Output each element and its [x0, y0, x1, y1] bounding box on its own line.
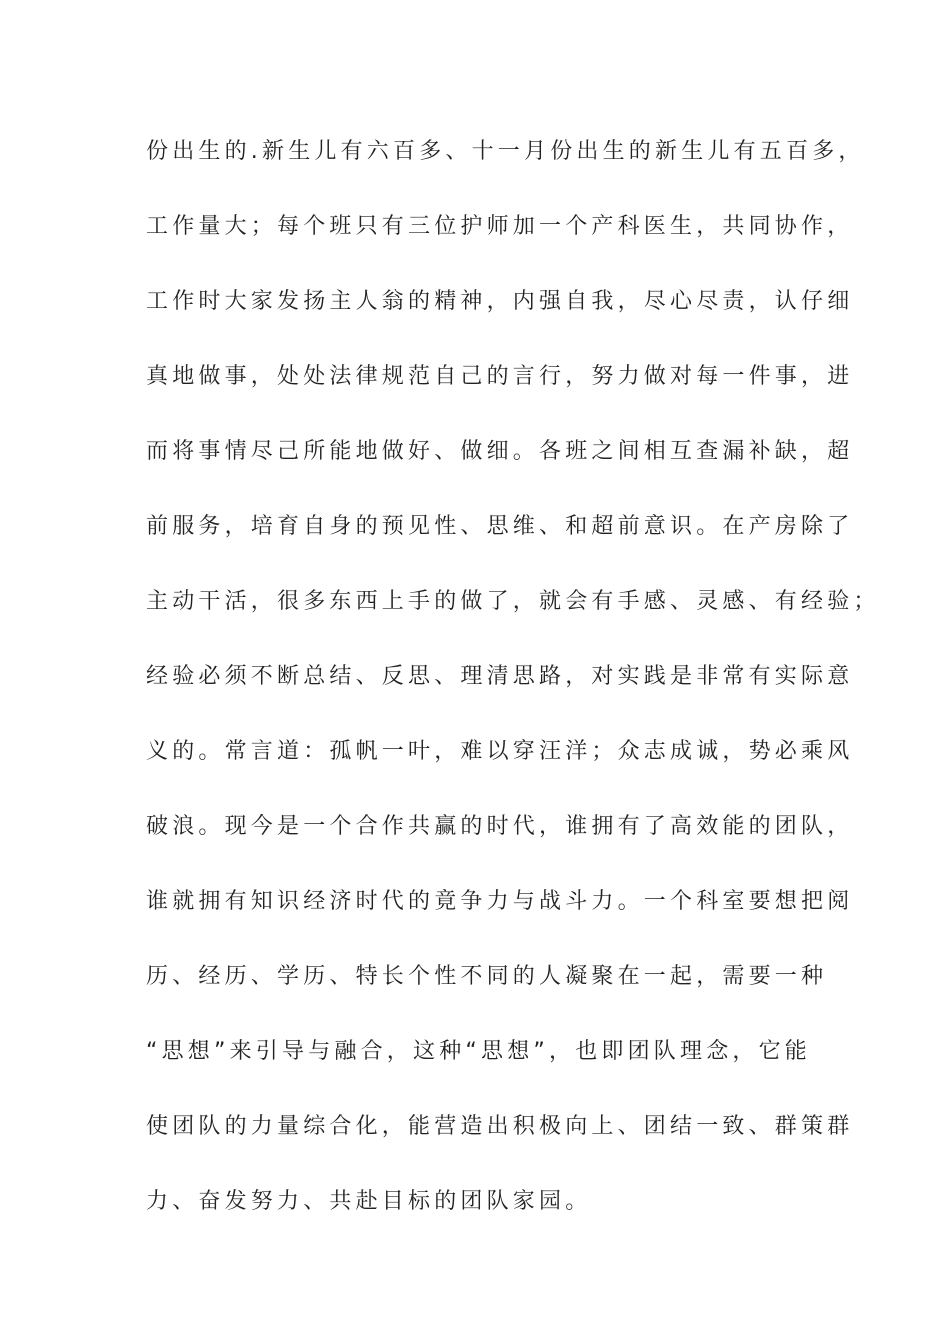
text-line: 义的。常言道：孤帆一叶，难以穿汪洋；众志成诚，势必乘风	[146, 739, 854, 764]
text-line: 使团队的力量综合化，能营造出积极向上、团结一致、群策群	[146, 1114, 854, 1139]
text-line: 份出生的.新生儿有六百多、十一月份出生的新生儿有五百多，	[146, 139, 865, 164]
text-line: 历、经历、学历、特长个性不同的人凝聚在一起，需要一种	[146, 964, 828, 989]
text-line: 力、奋发努力、共赴目标的团队家园。	[146, 1189, 592, 1214]
text-line: 谁就拥有知识经济时代的竟争力与战斗力。一个科室要想把阅	[146, 889, 854, 914]
text-line: 经验必须不断总结、反思、理清思路，对实践是非常有实际意	[146, 664, 854, 689]
text-line: 而将事情尽己所能地做好、做细。各班之间相互查漏补缺，超	[146, 439, 854, 464]
body-text	[146, 126, 880, 1251]
text-line: “思想”来引导与融合，这种“思想”，也即团队理念，它能	[146, 1039, 811, 1064]
text-line: 工作时大家发扬主人翁的精神，内强自我，尽心尽责，认仔细	[146, 289, 854, 314]
text-line: 工作量大；每个班只有三位护师加一个产科医生，共同协作，	[146, 214, 854, 239]
text-line: 主动干活，很多东西上手的做了，就会有手感、灵感、有经验；	[146, 589, 880, 614]
text-line: 真地做事，处处法律规范自己的言行，努力做对每一件事，进	[146, 364, 854, 389]
text-line: 前服务，培育自身的预见性、思维、和超前意识。在产房除了	[146, 514, 854, 539]
text-line: 破浪。现今是一个合作共赢的时代，谁拥有了高效能的团队，	[146, 814, 854, 839]
